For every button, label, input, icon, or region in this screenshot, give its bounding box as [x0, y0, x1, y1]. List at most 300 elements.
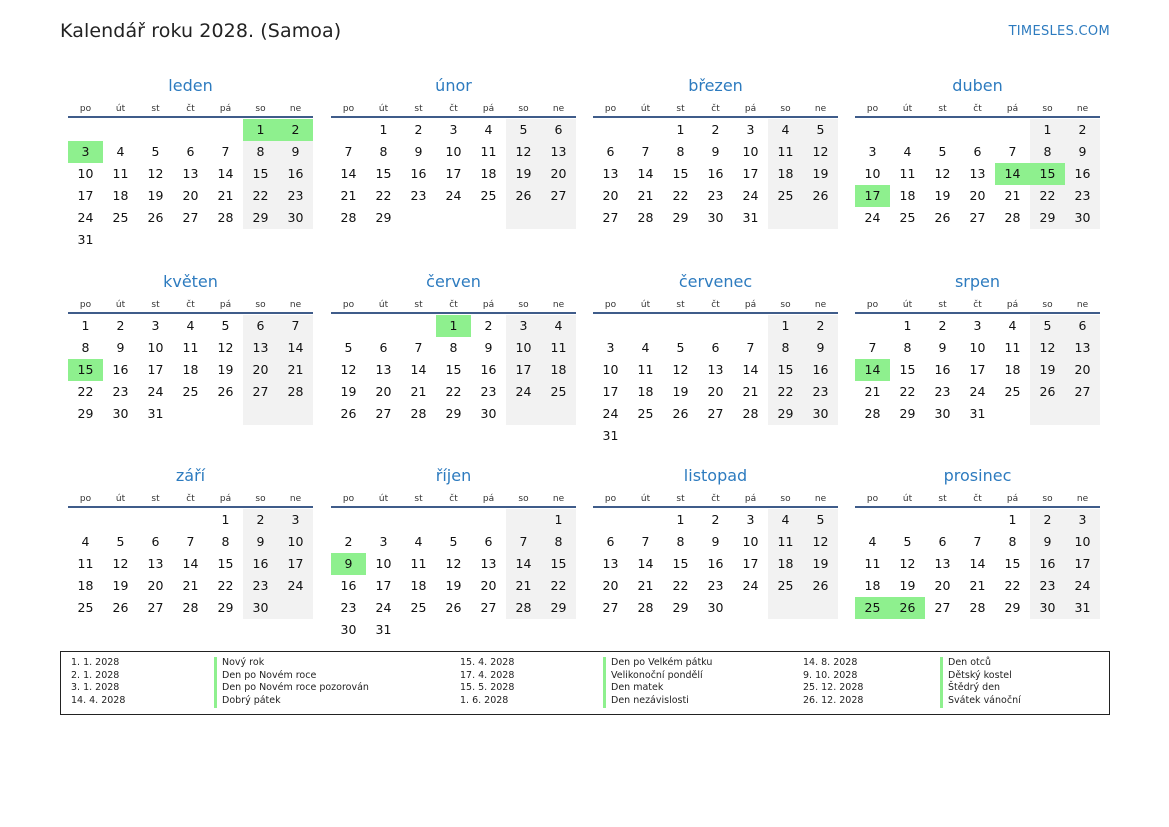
day-cell[interactable]: 10 [77, 166, 94, 181]
day-cell[interactable]: 2 [711, 512, 720, 527]
day-cell[interactable]: 19 [340, 384, 357, 399]
day-cell[interactable]: 5 [151, 144, 160, 159]
day-cell[interactable]: 15 [217, 556, 234, 571]
day-cell[interactable]: 17 [375, 578, 392, 593]
day-cell[interactable]: 21 [278, 359, 313, 381]
day-cell[interactable]: 13 [934, 556, 951, 571]
day-cell[interactable]: 5 [1030, 315, 1065, 337]
day-cell[interactable]: 31 [147, 406, 164, 421]
day-cell[interactable]: 15 [243, 163, 278, 185]
day-cell[interactable]: 18 [410, 578, 427, 593]
day-cell[interactable]: 14 [742, 362, 759, 377]
day-cell[interactable]: 6 [973, 144, 982, 159]
day-cell[interactable]: 30 [803, 403, 838, 425]
day-cell[interactable]: 11 [768, 531, 803, 553]
day-cell[interactable]: 11 [1004, 340, 1021, 355]
day-cell[interactable]: 14 [506, 553, 541, 575]
day-cell[interactable]: 21 [340, 188, 357, 203]
day-cell[interactable]: 16 [1065, 163, 1100, 185]
day-cell[interactable]: 20 [243, 359, 278, 381]
day-cell[interactable]: 18 [77, 578, 94, 593]
day-cell[interactable]: 31 [375, 622, 392, 637]
day-cell[interactable]: 6 [186, 144, 195, 159]
day-cell[interactable]: 19 [899, 578, 916, 593]
day-cell[interactable]: 25 [768, 575, 803, 597]
day-cell[interactable]: 19 [803, 553, 838, 575]
day-cell[interactable]: 15 [1030, 163, 1065, 185]
day-cell[interactable]: 12 [672, 362, 689, 377]
day-cell[interactable]: 4 [484, 122, 493, 137]
day-cell[interactable]: 17 [77, 188, 94, 203]
day-cell[interactable]: 8 [221, 534, 230, 549]
day-cell[interactable]: 4 [186, 318, 195, 333]
day-cell[interactable]: 29 [672, 210, 689, 225]
day-cell[interactable]: 26 [445, 600, 462, 615]
day-cell[interactable]: 1 [541, 509, 576, 531]
day-cell[interactable]: 12 [147, 166, 164, 181]
day-cell[interactable]: 31 [602, 428, 619, 443]
day-cell[interactable]: 25 [77, 600, 94, 615]
day-cell[interactable]: 7 [641, 144, 650, 159]
day-cell[interactable]: 19 [217, 362, 234, 377]
day-cell[interactable]: 13 [182, 166, 199, 181]
day-cell[interactable]: 29 [217, 600, 234, 615]
day-cell[interactable]: 8 [541, 531, 576, 553]
day-cell[interactable]: 12 [803, 141, 838, 163]
day-cell[interactable]: 30 [278, 207, 313, 229]
day-cell[interactable]: 6 [484, 534, 493, 549]
day-cell[interactable]: 28 [410, 406, 427, 421]
day-cell[interactable]: 18 [899, 188, 916, 203]
day-cell[interactable]: 21 [217, 188, 234, 203]
day-cell[interactable]: 12 [112, 556, 129, 571]
day-cell[interactable]: 22 [672, 188, 689, 203]
day-cell[interactable]: 14 [637, 556, 654, 571]
day-cell[interactable]: 23 [340, 600, 357, 615]
day-cell[interactable]: 2 [803, 315, 838, 337]
day-cell[interactable]: 10 [742, 534, 759, 549]
day-cell[interactable]: 14 [410, 362, 427, 377]
day-cell[interactable]: 6 [541, 119, 576, 141]
day-cell[interactable]: 15 [68, 359, 103, 381]
day-cell[interactable]: 23 [707, 188, 724, 203]
day-cell[interactable]: 10 [375, 556, 392, 571]
day-cell[interactable]: 30 [1030, 597, 1065, 619]
day-cell[interactable]: 5 [938, 144, 947, 159]
day-cell[interactable]: 20 [375, 384, 392, 399]
day-cell[interactable]: 28 [969, 600, 986, 615]
day-cell[interactable]: 21 [506, 575, 541, 597]
day-cell[interactable]: 21 [182, 578, 199, 593]
day-cell[interactable]: 22 [768, 381, 803, 403]
day-cell[interactable]: 24 [278, 575, 313, 597]
day-cell[interactable]: 29 [672, 600, 689, 615]
day-cell[interactable]: 7 [746, 340, 755, 355]
day-cell[interactable]: 29 [899, 406, 916, 421]
day-cell[interactable]: 1 [221, 512, 230, 527]
day-cell[interactable]: 3 [151, 318, 160, 333]
day-cell[interactable]: 21 [1004, 188, 1021, 203]
day-cell[interactable]: 22 [243, 185, 278, 207]
day-cell[interactable]: 23 [480, 384, 497, 399]
day-cell[interactable]: 8 [379, 144, 388, 159]
day-cell[interactable]: 23 [707, 578, 724, 593]
day-cell[interactable]: 17 [278, 553, 313, 575]
day-cell[interactable]: 21 [637, 188, 654, 203]
day-cell[interactable]: 13 [480, 556, 497, 571]
day-cell[interactable]: 7 [641, 534, 650, 549]
day-cell[interactable]: 27 [602, 210, 619, 225]
day-cell[interactable]: 14 [278, 337, 313, 359]
day-cell[interactable]: 8 [243, 141, 278, 163]
day-cell[interactable]: 2 [116, 318, 125, 333]
day-cell[interactable]: 8 [768, 337, 803, 359]
day-cell[interactable]: 7 [186, 534, 195, 549]
day-cell[interactable]: 28 [742, 406, 759, 421]
day-cell[interactable]: 10 [445, 144, 462, 159]
day-cell[interactable]: 29 [768, 403, 803, 425]
day-cell[interactable]: 26 [1030, 381, 1065, 403]
day-cell[interactable]: 1 [81, 318, 90, 333]
day-cell[interactable]: 23 [1030, 575, 1065, 597]
day-cell[interactable]: 1 [1008, 512, 1017, 527]
day-cell[interactable]: 16 [803, 359, 838, 381]
day-cell[interactable]: 25 [768, 185, 803, 207]
day-cell[interactable]: 27 [182, 210, 199, 225]
day-cell[interactable]: 28 [637, 600, 654, 615]
day-cell[interactable]: 22 [1004, 578, 1021, 593]
day-cell[interactable]: 9 [243, 531, 278, 553]
day-cell[interactable]: 7 [1008, 144, 1017, 159]
day-cell[interactable]: 5 [676, 340, 685, 355]
day-cell[interactable]: 15 [541, 553, 576, 575]
day-cell[interactable]: 16 [707, 556, 724, 571]
day-cell[interactable]: 2 [1030, 509, 1065, 531]
day-cell[interactable]: 20 [541, 163, 576, 185]
day-cell[interactable]: 29 [375, 210, 392, 225]
day-cell[interactable]: 11 [768, 141, 803, 163]
day-cell[interactable]: 19 [147, 188, 164, 203]
day-cell[interactable]: 18 [768, 553, 803, 575]
day-cell[interactable]: 3 [449, 122, 458, 137]
day-cell[interactable]: 14 [969, 556, 986, 571]
day-cell[interactable]: 7 [973, 534, 982, 549]
day-cell[interactable]: 10 [969, 340, 986, 355]
day-cell[interactable]: 21 [410, 384, 427, 399]
day-cell[interactable]: 28 [340, 210, 357, 225]
day-cell[interactable]: 11 [899, 166, 916, 181]
day-cell[interactable]: 5 [803, 509, 838, 531]
brand-link[interactable]: TIMESLES.COM [1008, 24, 1110, 39]
day-cell[interactable]: 3 [746, 122, 755, 137]
day-cell[interactable]: 3 [1065, 509, 1100, 531]
day-cell[interactable]: 10 [602, 362, 619, 377]
day-cell[interactable]: 6 [243, 315, 278, 337]
day-cell[interactable]: 13 [602, 166, 619, 181]
day-cell[interactable]: 2 [278, 119, 313, 141]
day-cell[interactable]: 18 [182, 362, 199, 377]
day-cell[interactable]: 6 [606, 144, 615, 159]
day-cell[interactable]: 6 [379, 340, 388, 355]
day-cell[interactable]: 30 [480, 406, 497, 421]
day-cell[interactable]: 26 [803, 575, 838, 597]
day-cell[interactable]: 3 [506, 315, 541, 337]
day-cell[interactable]: 11 [112, 166, 129, 181]
day-cell[interactable]: 7 [344, 144, 353, 159]
day-cell[interactable]: 4 [541, 315, 576, 337]
day-cell[interactable]: 22 [77, 384, 94, 399]
day-cell[interactable]: 28 [217, 210, 234, 225]
day-cell[interactable]: 26 [217, 384, 234, 399]
day-cell[interactable]: 25 [1004, 384, 1021, 399]
day-cell[interactable]: 4 [116, 144, 125, 159]
day-cell[interactable]: 8 [676, 144, 685, 159]
day-cell[interactable]: 3 [278, 509, 313, 531]
day-cell[interactable]: 28 [1004, 210, 1021, 225]
day-cell[interactable]: 24 [375, 600, 392, 615]
day-cell[interactable]: 22 [672, 578, 689, 593]
day-cell[interactable]: 15 [768, 359, 803, 381]
day-cell[interactable]: 25 [899, 210, 916, 225]
day-cell[interactable]: 11 [410, 556, 427, 571]
day-cell[interactable]: 11 [77, 556, 94, 571]
day-cell[interactable]: 25 [480, 188, 497, 203]
day-cell[interactable]: 30 [1065, 207, 1100, 229]
day-cell[interactable]: 17 [506, 359, 541, 381]
day-cell[interactable]: 1 [768, 315, 803, 337]
day-cell[interactable]: 19 [1030, 359, 1065, 381]
day-cell[interactable]: 12 [803, 531, 838, 553]
day-cell[interactable]: 27 [707, 406, 724, 421]
day-cell[interactable]: 10 [864, 166, 881, 181]
day-cell[interactable]: 23 [803, 381, 838, 403]
day-cell[interactable]: 22 [1030, 185, 1065, 207]
day-cell[interactable]: 24 [742, 578, 759, 593]
day-cell[interactable]: 19 [672, 384, 689, 399]
day-cell[interactable]: 10 [742, 144, 759, 159]
day-cell[interactable]: 21 [864, 384, 881, 399]
day-cell[interactable]: 10 [1065, 531, 1100, 553]
day-cell[interactable]: 23 [934, 384, 951, 399]
day-cell[interactable]: 7 [221, 144, 230, 159]
day-cell[interactable]: 8 [449, 340, 458, 355]
day-cell[interactable]: 18 [864, 578, 881, 593]
day-cell[interactable]: 5 [506, 119, 541, 141]
day-cell[interactable]: 27 [147, 600, 164, 615]
day-cell[interactable]: 2 [414, 122, 423, 137]
day-cell[interactable]: 30 [112, 406, 129, 421]
day-cell[interactable]: 11 [637, 362, 654, 377]
day-cell[interactable]: 3 [379, 534, 388, 549]
day-cell[interactable]: 22 [899, 384, 916, 399]
day-cell[interactable]: 25 [855, 597, 890, 619]
day-cell[interactable]: 27 [1065, 381, 1100, 403]
day-cell[interactable]: 5 [116, 534, 125, 549]
day-cell[interactable]: 13 [243, 337, 278, 359]
day-cell[interactable]: 27 [480, 600, 497, 615]
day-cell[interactable]: 1 [436, 315, 471, 337]
day-cell[interactable]: 18 [480, 166, 497, 181]
day-cell[interactable]: 16 [707, 166, 724, 181]
day-cell[interactable]: 26 [112, 600, 129, 615]
day-cell[interactable]: 26 [890, 597, 925, 619]
day-cell[interactable]: 16 [112, 362, 129, 377]
day-cell[interactable]: 16 [243, 553, 278, 575]
day-cell[interactable]: 1 [903, 318, 912, 333]
day-cell[interactable]: 4 [768, 119, 803, 141]
day-cell[interactable]: 27 [375, 406, 392, 421]
day-cell[interactable]: 15 [375, 166, 392, 181]
day-cell[interactable]: 23 [1065, 185, 1100, 207]
day-cell[interactable]: 27 [243, 381, 278, 403]
day-cell[interactable]: 1 [1030, 119, 1065, 141]
day-cell[interactable]: 16 [340, 578, 357, 593]
day-cell[interactable]: 11 [182, 340, 199, 355]
day-cell[interactable]: 24 [742, 188, 759, 203]
day-cell[interactable]: 30 [707, 210, 724, 225]
day-cell[interactable]: 24 [1065, 575, 1100, 597]
day-cell[interactable]: 6 [606, 534, 615, 549]
day-cell[interactable]: 11 [864, 556, 881, 571]
day-cell[interactable]: 17 [742, 556, 759, 571]
day-cell[interactable]: 20 [480, 578, 497, 593]
day-cell[interactable]: 3 [973, 318, 982, 333]
day-cell[interactable]: 24 [602, 406, 619, 421]
day-cell[interactable]: 15 [445, 362, 462, 377]
day-cell[interactable]: 13 [602, 556, 619, 571]
day-cell[interactable]: 4 [414, 534, 423, 549]
day-cell[interactable]: 28 [506, 597, 541, 619]
day-cell[interactable]: 20 [969, 188, 986, 203]
day-cell[interactable]: 12 [445, 556, 462, 571]
day-cell[interactable]: 5 [803, 119, 838, 141]
day-cell[interactable]: 13 [147, 556, 164, 571]
day-cell[interactable]: 17 [602, 384, 619, 399]
day-cell[interactable]: 2 [1065, 119, 1100, 141]
day-cell[interactable]: 2 [484, 318, 493, 333]
day-cell[interactable]: 29 [77, 406, 94, 421]
day-cell[interactable]: 11 [541, 337, 576, 359]
day-cell[interactable]: 20 [1065, 359, 1100, 381]
day-cell[interactable]: 30 [340, 622, 357, 637]
day-cell[interactable]: 13 [969, 166, 986, 181]
day-cell[interactable]: 1 [676, 512, 685, 527]
day-cell[interactable]: 3 [868, 144, 877, 159]
day-cell[interactable]: 24 [77, 210, 94, 225]
day-cell[interactable]: 22 [375, 188, 392, 203]
day-cell[interactable]: 14 [637, 166, 654, 181]
day-cell[interactable]: 17 [742, 166, 759, 181]
day-cell[interactable]: 17 [445, 166, 462, 181]
day-cell[interactable]: 11 [480, 144, 497, 159]
day-cell[interactable]: 20 [934, 578, 951, 593]
day-cell[interactable]: 12 [217, 340, 234, 355]
day-cell[interactable]: 14 [182, 556, 199, 571]
day-cell[interactable]: 9 [414, 144, 423, 159]
day-cell[interactable]: 27 [969, 210, 986, 225]
day-cell[interactable]: 16 [480, 362, 497, 377]
day-cell[interactable]: 8 [903, 340, 912, 355]
day-cell[interactable]: 8 [81, 340, 90, 355]
day-cell[interactable]: 3 [746, 512, 755, 527]
day-cell[interactable]: 28 [864, 406, 881, 421]
day-cell[interactable]: 14 [855, 359, 890, 381]
day-cell[interactable]: 31 [969, 406, 986, 421]
day-cell[interactable]: 14 [995, 163, 1030, 185]
day-cell[interactable]: 20 [602, 578, 619, 593]
day-cell[interactable]: 5 [449, 534, 458, 549]
day-cell[interactable]: 5 [221, 318, 230, 333]
day-cell[interactable]: 26 [672, 406, 689, 421]
day-cell[interactable]: 15 [899, 362, 916, 377]
day-cell[interactable]: 20 [602, 188, 619, 203]
day-cell[interactable]: 30 [934, 406, 951, 421]
day-cell[interactable]: 19 [112, 578, 129, 593]
day-cell[interactable]: 15 [672, 166, 689, 181]
day-cell[interactable]: 15 [1004, 556, 1021, 571]
day-cell[interactable]: 24 [506, 381, 541, 403]
day-cell[interactable]: 2 [938, 318, 947, 333]
day-cell[interactable]: 20 [707, 384, 724, 399]
day-cell[interactable]: 4 [81, 534, 90, 549]
day-cell[interactable]: 12 [899, 556, 916, 571]
day-cell[interactable]: 26 [506, 185, 541, 207]
day-cell[interactable]: 29 [243, 207, 278, 229]
day-cell[interactable]: 16 [1030, 553, 1065, 575]
day-cell[interactable]: 3 [606, 340, 615, 355]
day-cell[interactable]: 20 [182, 188, 199, 203]
day-cell[interactable]: 17 [147, 362, 164, 377]
day-cell[interactable]: 10 [147, 340, 164, 355]
day-cell[interactable]: 18 [768, 163, 803, 185]
day-cell[interactable]: 18 [637, 384, 654, 399]
day-cell[interactable]: 31 [77, 232, 94, 247]
day-cell[interactable]: 27 [541, 185, 576, 207]
day-cell[interactable]: 21 [742, 384, 759, 399]
day-cell[interactable]: 16 [278, 163, 313, 185]
day-cell[interactable]: 8 [1008, 534, 1017, 549]
day-cell[interactable]: 24 [147, 384, 164, 399]
day-cell[interactable]: 9 [938, 340, 947, 355]
day-cell[interactable]: 16 [410, 166, 427, 181]
day-cell[interactable]: 9 [116, 340, 125, 355]
day-cell[interactable]: 29 [445, 406, 462, 421]
day-cell[interactable]: 28 [182, 600, 199, 615]
day-cell[interactable]: 27 [602, 600, 619, 615]
day-cell[interactable]: 31 [742, 210, 759, 225]
day-cell[interactable]: 25 [182, 384, 199, 399]
day-cell[interactable]: 19 [934, 188, 951, 203]
day-cell[interactable]: 6 [151, 534, 160, 549]
day-cell[interactable]: 16 [934, 362, 951, 377]
day-cell[interactable]: 9 [484, 340, 493, 355]
day-cell[interactable]: 18 [541, 359, 576, 381]
day-cell[interactable]: 23 [112, 384, 129, 399]
day-cell[interactable]: 12 [506, 141, 541, 163]
day-cell[interactable]: 4 [868, 534, 877, 549]
day-cell[interactable]: 25 [637, 406, 654, 421]
day-cell[interactable]: 30 [707, 600, 724, 615]
day-cell[interactable]: 6 [711, 340, 720, 355]
day-cell[interactable]: 19 [445, 578, 462, 593]
day-cell[interactable]: 22 [217, 578, 234, 593]
day-cell[interactable]: 26 [934, 210, 951, 225]
day-cell[interactable]: 9 [1065, 141, 1100, 163]
day-cell[interactable]: 10 [506, 337, 541, 359]
day-cell[interactable]: 2 [344, 534, 353, 549]
day-cell[interactable]: 19 [506, 163, 541, 185]
day-cell[interactable]: 2 [243, 509, 278, 531]
